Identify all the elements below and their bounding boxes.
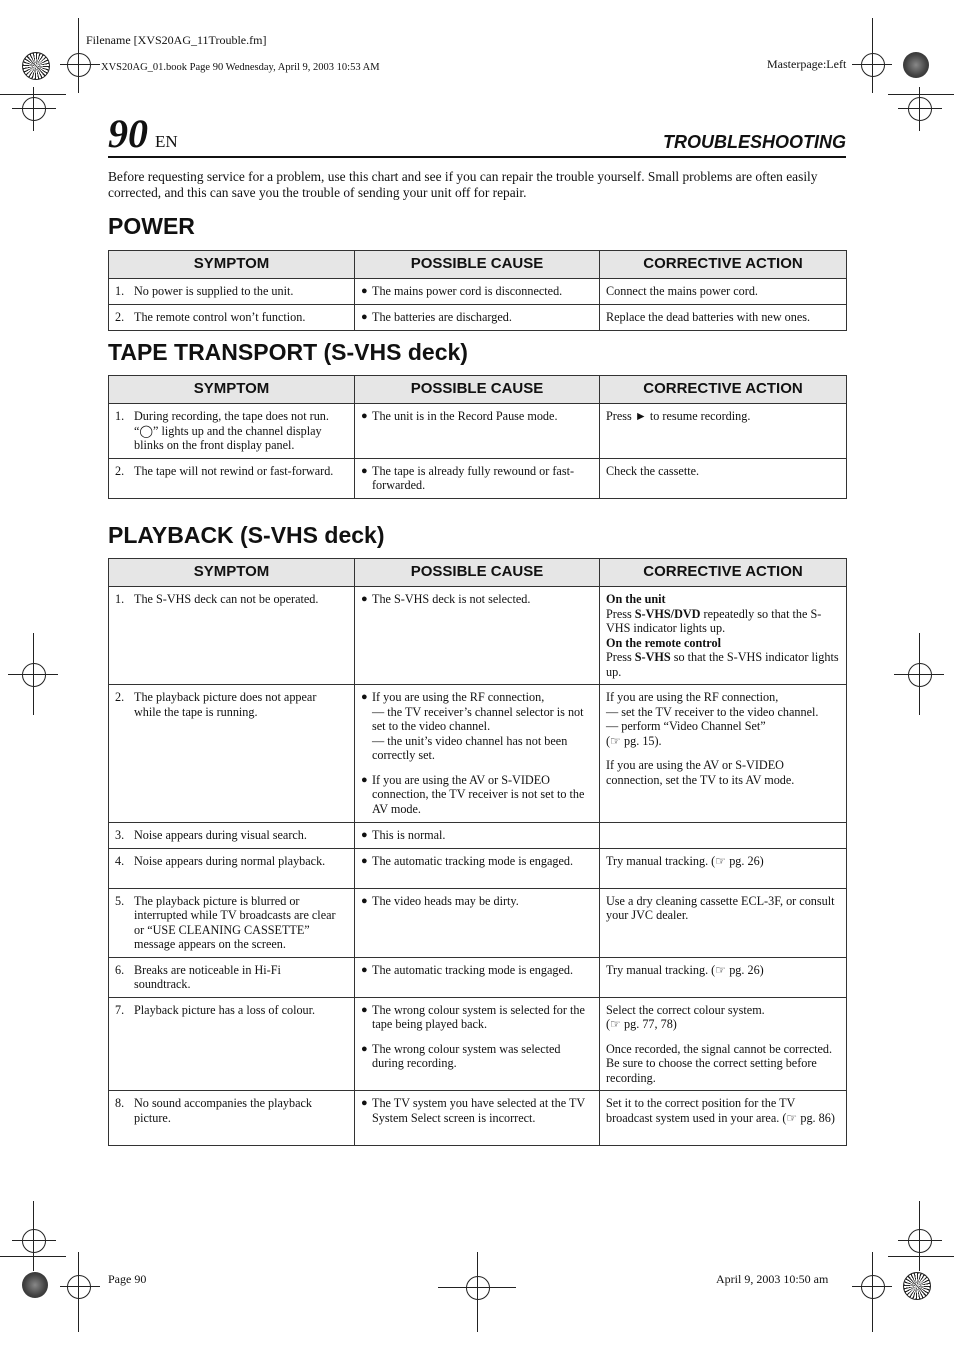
book-info: XVS20AG_01.book Page 90 Wednesday, April 9, 2003 10:53 AM xyxy=(101,62,380,73)
page-number: 90 xyxy=(108,111,148,156)
cause-text: The video heads may be dirty. xyxy=(372,893,519,908)
section-title: TROUBLESHOOTING xyxy=(663,132,846,152)
table-row xyxy=(109,305,847,331)
tape-transport-heading: TAPE TRANSPORT (S-VHS deck) xyxy=(108,339,468,365)
table-row xyxy=(109,823,847,849)
symptom-text: The remote control won’t function. xyxy=(134,310,306,324)
action-text xyxy=(600,823,847,849)
bullet-icon: ● xyxy=(361,854,368,867)
playback-heading: PLAYBACK (S-VHS deck) xyxy=(108,522,385,548)
bullet-icon: ● xyxy=(361,285,368,297)
bullet-icon: ● xyxy=(361,464,368,477)
row-number: 5. xyxy=(115,893,125,908)
action-text: On the unit Press S-VHS/DVD repeatedly so that the S-VHS indicator lights up. On the remote control Press S-VHS so that the S-VHS indicator lights up. xyxy=(600,587,847,685)
symptom-text: The playback picture does not appear while the tape is running. xyxy=(134,690,317,719)
action-text: Select the correct colour system. (☞ pg. 77, 78) Once recorded, the signal cannot be corrected. Be sure to choose the correct setting before recording. xyxy=(600,997,847,1091)
symptom-text: During recording, the tape does not run. “◯” lights up and the channel display blinks on the front display panel. xyxy=(134,409,329,452)
table-header-row xyxy=(109,559,847,587)
bullet-icon: ● xyxy=(361,311,368,323)
column-header-cause: POSSIBLE CAUSE xyxy=(355,559,600,587)
bullet-icon: ● xyxy=(361,894,368,907)
column-header-action: CORRECTIVE ACTION xyxy=(600,251,847,279)
row-number: 2. xyxy=(115,463,125,478)
row-number: 1. xyxy=(115,284,125,298)
table-header-row xyxy=(109,376,847,404)
button-name: S-VHS xyxy=(634,650,671,664)
cause-text: The wrong colour system is selected for the tape being played back. xyxy=(372,1002,585,1031)
cause-text: The wrong colour system was selected during recording. xyxy=(372,1041,561,1070)
action-text: Press ► to resume recording. xyxy=(600,404,847,459)
cause-text: The automatic tracking mode is engaged. xyxy=(372,853,574,868)
power-table xyxy=(108,250,847,331)
row-number: 1. xyxy=(115,592,125,606)
column-header-cause: POSSIBLE CAUSE xyxy=(355,251,600,279)
symptom-text: No sound accompanies the playback picture. xyxy=(134,1096,313,1125)
table-row xyxy=(109,587,847,685)
tape-transport-table xyxy=(108,375,847,499)
symptom-text: Noise appears during visual search. xyxy=(134,828,307,842)
action-text: If you are using the RF connection, — set the TV receiver to the video channel. — perform “Video Channel Set” (☞ pg. 15). If you are using the AV or S-VIDEO connection, set the TV to its AV mode. xyxy=(600,685,847,823)
bullet-icon: ● xyxy=(361,963,368,976)
symptom-text: The S-VHS deck can not be operated. xyxy=(134,592,319,606)
cause-text: The mains power cord is disconnected. xyxy=(372,284,563,298)
symptom-text: The playback picture is blurred or interrupted while TV broadcasts are clear or “USE CLEANING CASSETTE” message appears on the screen. xyxy=(134,893,336,951)
row-number: 8. xyxy=(115,1096,125,1110)
bullet-icon: ● xyxy=(361,410,368,422)
footer-date: April 9, 2003 10:50 am xyxy=(716,1272,829,1286)
table-row xyxy=(109,279,847,305)
row-number: 4. xyxy=(115,853,125,868)
symptom-text: Breaks are noticeable in Hi-Fi soundtrack. xyxy=(134,962,281,991)
cause-text: This is normal. xyxy=(372,828,446,842)
registration-dot-icon xyxy=(22,1272,48,1298)
cause-text: If you are using the RF connection, xyxy=(372,690,545,704)
registration-star-icon xyxy=(903,1272,931,1300)
cause-text: The unit is in the Record Pause mode. xyxy=(372,409,558,423)
action-subheading: On the unit xyxy=(606,592,666,606)
action-text: Connect the mains power cord. xyxy=(600,279,847,305)
symptom-text: Playback picture has a loss of colour. xyxy=(134,1002,316,1017)
table-row xyxy=(109,997,847,1091)
bullet-icon: ● xyxy=(361,829,368,841)
symptom-text: No power is supplied to the unit. xyxy=(134,284,294,298)
symptom-text: The tape will not rewind or fast-forward. xyxy=(134,463,334,478)
table-row xyxy=(109,404,847,459)
bullet-icon: ● xyxy=(361,691,368,703)
registration-star-icon xyxy=(22,52,50,80)
table-row xyxy=(109,458,847,498)
row-number: 1. xyxy=(115,409,125,423)
table-header-row xyxy=(109,251,847,279)
row-number: 7. xyxy=(115,1002,125,1017)
filename-label: Filename [XVS20AG_11Trouble.fm] xyxy=(86,33,267,47)
bullet-icon: ● xyxy=(361,773,368,786)
table-row xyxy=(109,957,847,997)
bullet-icon: ● xyxy=(361,593,368,605)
bullet-icon: ● xyxy=(361,1003,368,1016)
action-subheading: On the remote control xyxy=(606,635,721,650)
column-header-action: CORRECTIVE ACTION xyxy=(600,376,847,404)
header-rule xyxy=(108,156,846,158)
bullet-icon: ● xyxy=(361,1042,368,1055)
masterpage-label: Masterpage:Left xyxy=(767,57,847,71)
footer-page: Page 90 xyxy=(108,1272,147,1286)
action-text: Set it to the correct position for the TV broadcast system used in your area. (☞ pg. 86) xyxy=(600,1091,847,1146)
intro-paragraph: Before requesting service for a problem, use this chart and see if you can repair the trouble yourself. Small problems are often easily corrected, and this can save you the trouble of sending your unit off for repair. xyxy=(108,169,818,200)
column-header-symptom: SYMPTOM xyxy=(109,251,355,279)
cause-text: The S-VHS deck is not selected. xyxy=(372,592,531,606)
language-label: EN xyxy=(155,132,178,151)
cause-text: The automatic tracking mode is engaged. xyxy=(372,962,574,977)
table-row: 2. The playback picture does not appear while the tape is running. ● If you are using the RF connection, — the TV receiver’s channel selector is not set to the video channel. — the unit’s video channel has not been correctly set. ● If you are using the AV or S-VIDEO connection, the TV receiver is not set to the AV mode. If you are using the RF connection, — set the TV receiver to the video channel. — perform “Video Channel Set” (☞ pg. 15). If you are using the AV or S-VIDEO connection, set the TV to its AV mode. xyxy=(109,685,847,823)
cause-text: The tape is already fully rewound or fast-forwarded. xyxy=(372,463,575,492)
table-row xyxy=(109,888,847,957)
registration-dot-icon xyxy=(903,52,929,78)
action-text: Use a dry cleaning cassette ECL-3F, or consult your JVC dealer. xyxy=(600,888,847,957)
row-number: 3. xyxy=(115,828,125,842)
action-text: Replace the dead batteries with new ones. xyxy=(600,305,847,331)
power-heading: POWER xyxy=(108,213,195,239)
button-name: S-VHS/DVD xyxy=(634,606,701,621)
row-number: 2. xyxy=(115,310,125,324)
column-header-symptom: SYMPTOM xyxy=(109,376,355,404)
row-number: 2. xyxy=(115,690,125,704)
cause-text: The batteries are discharged. xyxy=(372,310,512,324)
table-row xyxy=(109,1091,847,1146)
action-text: Try manual tracking. (☞ pg. 26) xyxy=(600,848,847,888)
column-header-action: CORRECTIVE ACTION xyxy=(600,559,847,587)
bullet-icon: ● xyxy=(361,1097,368,1109)
action-text: Check the cassette. xyxy=(600,458,847,498)
table-row xyxy=(109,848,847,888)
symptom-text: Noise appears during normal playback. xyxy=(134,853,326,868)
cause-text: The TV system you have selected at the TV System Select screen is incorrect. xyxy=(372,1096,586,1125)
column-header-symptom: SYMPTOM xyxy=(109,559,355,587)
playback-table xyxy=(108,558,847,1146)
cause-text: If you are using the AV or S-VIDEO connection, the TV receiver is not set to the AV mode. xyxy=(372,772,585,816)
row-number: 6. xyxy=(115,962,125,977)
column-header-cause: POSSIBLE CAUSE xyxy=(355,376,600,404)
action-text: Try manual tracking. (☞ pg. 26) xyxy=(600,957,847,997)
